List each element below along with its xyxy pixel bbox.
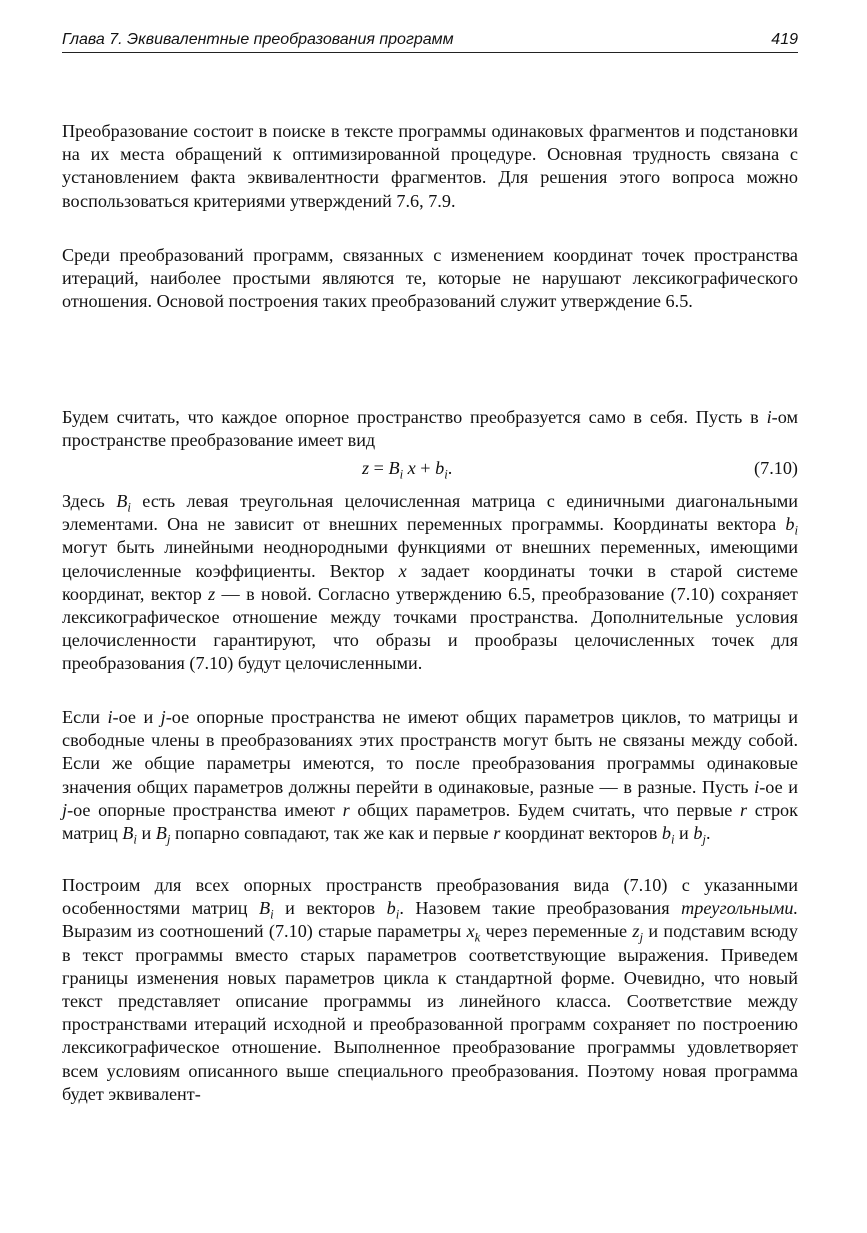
text: есть левая треугольная целочисленная матрица с единичными диагональными элементами. Она не зависит от внешних переменных программы. Координаты вектора xyxy=(62,491,798,535)
math-var: r xyxy=(740,799,748,820)
text: координат векторов xyxy=(500,823,662,844)
text: и подставим всюду в текст программы вместо старых параметров соответствующие выражения. Приведем границы изменения новых параметров цикла к стандартной форме. Очевидно, что новый текст представляет описание программы из линейного класса. Соответствие между пространствами итераций исходной и преобразованной программ сохраняет по построению лексикографическое отношение. Выполненное преобразование программы удовлетворяет всем условиям описанного выше специального преобразования. Поэтому новая программа будет эквивалент- xyxy=(62,921,799,1104)
math-sub: i xyxy=(444,467,448,482)
text: задает координаты точки в старой системе координат, вектор xyxy=(62,560,798,604)
paragraph-5 xyxy=(62,706,798,845)
text: — в новой. Согласно утверждению 6.5, преобразование (7.10) сохраняет лексикографическое отношение между точками пространства. Дополнительные условия целочисленности гарантируют, что образы и прообразы целочисленных точек для преобразования (7.10) будут целочисленными. xyxy=(62,583,798,674)
text: общих параметров. Будем считать, что первые xyxy=(349,799,740,820)
math-var: B xyxy=(155,823,167,844)
text: могут быть линейными неоднородными функциями от внешних переменных, имеющими целочисленные коэффициенты. Вектор xyxy=(62,537,798,581)
math-var: b xyxy=(693,823,703,844)
text: -ое опорные пространства не имеют общих параметров циклов, то матрицы и свободные члены в преобразованиях этих пространств могут быть не связаны между собой. Если же общие параметры имеются, то после преобразования программы одинаковые значения общих параметров должны перейти в одинаковые, разные — в разные. Пусть xyxy=(62,707,798,797)
math-var: z xyxy=(632,921,640,942)
math-var: j xyxy=(62,799,68,820)
math-sub: i xyxy=(794,523,798,538)
text: Выразим из соотношений (7.10) старые параметры xyxy=(62,921,467,942)
math-sub: i xyxy=(270,907,274,922)
math-op: . xyxy=(447,458,453,478)
math-var: x xyxy=(398,560,407,581)
text: строк матриц xyxy=(62,799,798,844)
paragraph-6 xyxy=(62,874,798,1106)
math-var: B xyxy=(258,898,271,919)
paragraph-1: Преобразование состоит в поиске в тексте программы одинаковых фрагментов и подстановки на их места обращений к оптимизированной процедуре. Основная трудность связана с установлением факта эквивалентности фрагментов. Для решения этого вопроса можно воспользоваться критериями утверждений 7.6, 7.9. xyxy=(62,121,798,211)
running-header xyxy=(62,30,798,53)
page-number: 419 xyxy=(771,31,798,48)
math-sub: j xyxy=(166,832,171,847)
math-var: r xyxy=(493,823,501,844)
math-var: b xyxy=(435,458,445,478)
text: и xyxy=(674,823,694,844)
equation-formula xyxy=(362,458,453,482)
math-var: b xyxy=(661,823,671,844)
text: -ом пространстве преобразование имеет вид xyxy=(62,407,798,451)
math-var: z xyxy=(208,583,216,604)
text: Если xyxy=(62,707,108,727)
math-var: x xyxy=(403,458,416,478)
paragraph-3 xyxy=(62,406,798,452)
math-var: i xyxy=(766,407,772,427)
emphasis-term: треугольными. xyxy=(681,898,799,919)
math-sub: j xyxy=(639,931,644,946)
math-var: b xyxy=(785,514,795,535)
text: и xyxy=(136,823,156,844)
chapter-title: Глава 7. Эквивалентные преобразования программ xyxy=(62,31,454,48)
equation-number: (7.10) xyxy=(754,458,798,478)
text: через переменные xyxy=(480,921,633,942)
math-var: B xyxy=(122,823,134,844)
math-sub: k xyxy=(474,931,481,946)
math-sub: i xyxy=(395,907,400,922)
equation-7-10 xyxy=(62,458,798,482)
math-var: B xyxy=(116,491,128,511)
paragraph-4 xyxy=(62,490,798,676)
text: -ое опорные пространства имеют xyxy=(67,799,343,820)
paragraph-2: Среди преобразований программ, связанных с изменением координат точек пространства итераций, наиболее простыми являются те, которые не нарушают лексикографического отношения. Основой построения таких преобразований служит утверждение 6.5. xyxy=(62,245,798,312)
text: Построим для всех опорных пространств преобразования вида (7.10) с указанными особенностями матриц xyxy=(62,875,798,919)
math-sub: i xyxy=(133,832,137,847)
text: попарно совпадают, так же как и первые xyxy=(170,823,494,844)
text: Будем считать, что каждое опорное пространство преобразуется само в себя. Пусть в xyxy=(62,407,767,427)
text: Здесь xyxy=(62,491,117,511)
math-op: = xyxy=(369,458,389,478)
math-var: x xyxy=(466,921,475,942)
math-var: b xyxy=(386,898,396,919)
text: -ое и xyxy=(759,776,798,797)
math-var: z xyxy=(362,458,370,478)
text: -ое и xyxy=(112,707,161,727)
math-sub: i xyxy=(127,500,131,515)
text: . xyxy=(705,823,711,844)
math-var: i xyxy=(107,707,113,727)
math-var: r xyxy=(342,799,350,820)
math-sub: i xyxy=(399,467,404,482)
math-var: j xyxy=(160,707,166,727)
math-sub: i xyxy=(670,832,675,847)
math-op: + xyxy=(415,458,436,478)
text: и векторов xyxy=(273,898,387,919)
text: . Назовем такие преобразования xyxy=(399,898,682,919)
math-sub: j xyxy=(702,832,706,847)
math-var: B xyxy=(388,458,400,478)
math-var: i xyxy=(754,776,760,797)
